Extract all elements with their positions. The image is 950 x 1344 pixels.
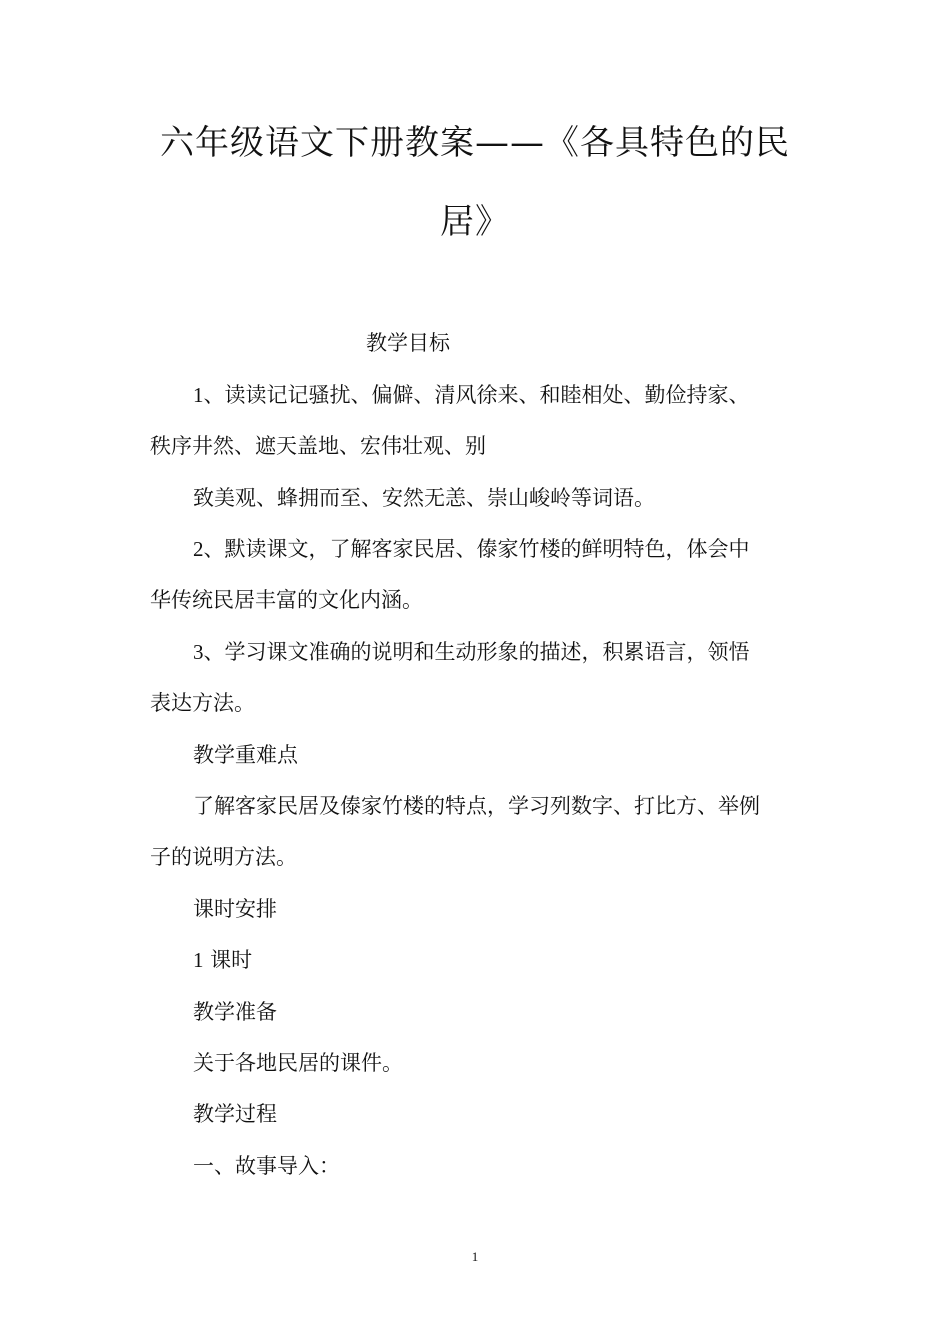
objective-3-text: 、学习课文准确的说明和生动形象的描述，积累语言，领悟 [203,640,750,664]
objective-2-number: 2 [193,537,204,561]
objective-1-number: 1 [193,383,204,407]
prep-value: 关于各地民居的课件。 [193,1051,403,1075]
process-heading: 教学过程 [193,1102,277,1126]
prep-heading: 教学准备 [193,1000,277,1024]
process-step-1: 一、故事导入： [193,1154,340,1178]
objectives-heading: 教学目标 [366,331,450,355]
document-title-line-1: 六年级语文下册教案——《各具特色的民 [160,123,790,163]
objective-1-text: 、读读记记骚扰、偏僻、清风徐来、和睦相处、勤俭持家、 [203,383,750,407]
keypoints-line-2: 子的说明方法。 [150,845,297,869]
objective-1-line-3: 致美观、蜂拥而至、安然无恙、崇山峻岭等词语。 [193,486,655,510]
objective-3-number: 3 [193,640,204,664]
schedule-unit: 课时 [203,948,253,972]
objective-2-line-1 [193,535,750,563]
objective-2-line-2: 华传统民居丰富的文化内涵。 [150,588,423,612]
objective-3-line-2: 表达方法。 [150,691,255,715]
document-title-line-2: 居》 [440,202,510,242]
keypoints-line-1: 了解客家民居及傣家竹楼的特点，学习列数字、打比方、举例 [193,794,760,818]
objective-2-text: 、默读课文，了解客家民居、傣家竹楼的鲜明特色，体会中 [203,537,750,561]
objective-1-line-1 [193,381,750,409]
objective-1-line-2: 秩序井然、遮天盖地、宏伟壮观、别 [150,434,486,458]
schedule-value [193,946,252,974]
page-number: 1 [471,1249,479,1264]
objective-3-line-1 [193,638,750,666]
keypoints-heading: 教学重难点 [193,743,298,767]
schedule-heading: 课时安排 [193,897,277,921]
schedule-number: 1 [193,948,204,972]
